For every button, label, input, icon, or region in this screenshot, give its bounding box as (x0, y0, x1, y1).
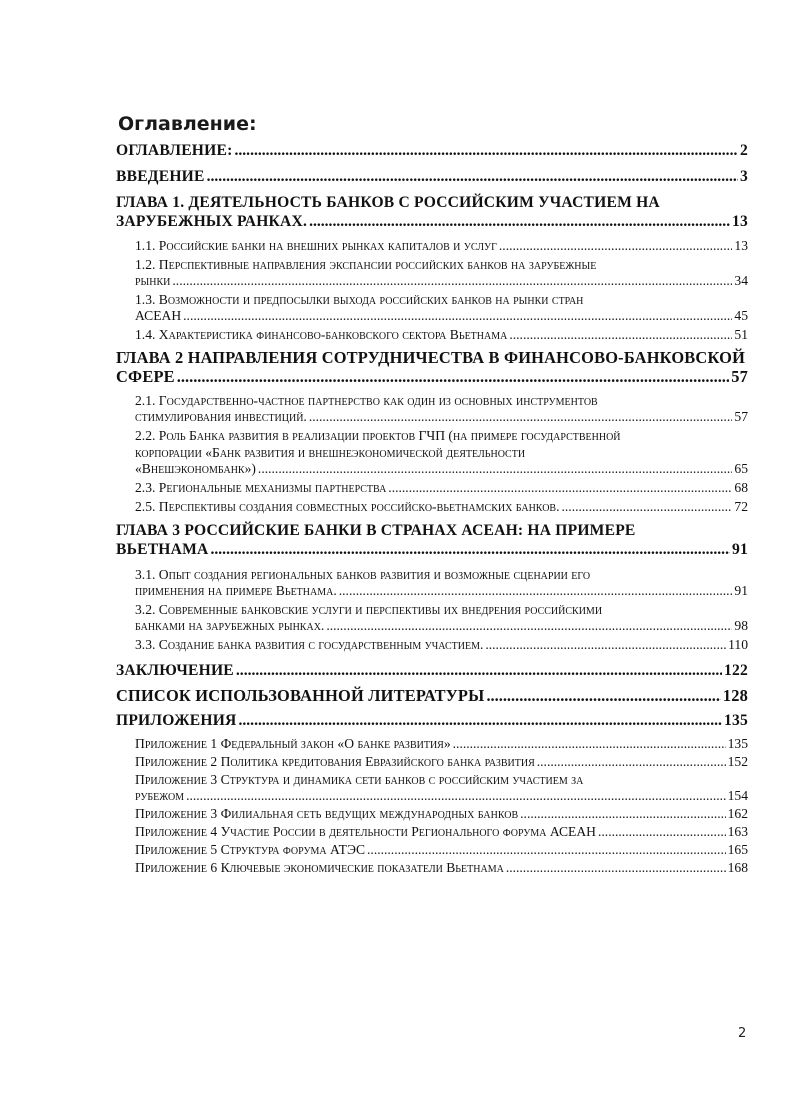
toc-chapter-1[interactable] (116, 193, 748, 231)
toc-entry[interactable] (116, 662, 748, 680)
toc-entry-label: ПРИЛОЖЕНИЯ (116, 712, 237, 729)
toc-entry-label: рубежом (135, 788, 185, 803)
toc-entry-label-line1: ГЛАВА 3 РОССИЙСКИЕ БАНКИ В СТРАНАХ АСЕАН: НА ПРИМЕРЕ (116, 522, 636, 539)
toc-leader-dots (537, 753, 726, 770)
toc-leader-dots (177, 367, 729, 386)
toc-entry[interactable] (116, 712, 748, 730)
toc-entry-label: Приложение 5 Структура форума АТЭС (135, 842, 366, 857)
toc-entry-label: 2.5. Перспективы создания совместных российско-вьетнамских банков. (135, 499, 560, 514)
toc-page-number: 168 (727, 860, 748, 875)
toc-page-number: 3 (740, 168, 748, 185)
toc-page-number: 34 (734, 273, 748, 288)
table-of-contents (116, 142, 748, 876)
toc-page-number: 128 (722, 686, 748, 705)
toc-entry-label: ВЬЕТНАМА (116, 541, 209, 558)
toc-entry (135, 583, 748, 599)
toc-leader-dots (485, 636, 726, 653)
toc-chapter-2[interactable] (116, 348, 748, 386)
toc-entry[interactable] (116, 859, 748, 876)
toc-section[interactable] (116, 601, 748, 634)
toc-leader-dots (234, 142, 738, 160)
toc-page-number: 135 (727, 736, 748, 751)
toc-entry-label: ЗАКЛЮЧЕНИЕ (116, 662, 234, 679)
toc-entry-label: банками на зарубежных рынках. (135, 618, 325, 633)
toc-entry-label: СФЕРЕ (116, 367, 175, 386)
toc-entry-label: СПИСОК ИСПОЛЬЗОВАННОЙ ЛИТЕРАТУРЫ (116, 686, 485, 705)
toc-leader-dots (509, 326, 732, 343)
toc-page-number: 51 (734, 327, 748, 342)
toc-chapter-3[interactable] (116, 521, 748, 559)
toc-leader-dots (238, 712, 722, 730)
toc-section[interactable] (116, 291, 748, 324)
toc-entry (116, 540, 748, 559)
toc-entry[interactable] (116, 636, 748, 653)
toc-page-number: 91 (732, 541, 748, 558)
toc-section[interactable] (116, 566, 748, 599)
toc-leader-dots (499, 237, 733, 254)
toc-leader-dots (506, 859, 726, 876)
toc-entry[interactable] (116, 805, 748, 822)
toc-entry (135, 618, 748, 634)
toc-leader-dots (520, 805, 725, 822)
toc-entry-label: Приложение 3 Филиальная сеть ведущих международных банков (135, 806, 519, 821)
toc-leader-dots (598, 823, 726, 840)
toc-leader-dots (562, 498, 733, 515)
toc-entry (135, 409, 748, 425)
toc-page-number: 57 (734, 409, 748, 424)
toc-entry (135, 273, 748, 289)
toc-leader-dots (258, 461, 732, 477)
toc-leader-dots (388, 479, 732, 496)
toc-leader-dots (186, 788, 726, 804)
toc-section[interactable] (116, 392, 748, 425)
toc-page-number: 165 (727, 842, 748, 857)
toc-entry-label: ОГЛАВЛЕНИЕ: (116, 142, 233, 159)
toc-entry-label-line1: ГЛАВА 1. ДЕЯТЕЛЬНОСТЬ БАНКОВ С РОССИЙСКИМ УЧАСТИЕМ НА (116, 194, 660, 211)
toc-leader-dots (183, 308, 732, 324)
toc-entry-label: «Внешэкономбанк») (135, 461, 256, 476)
toc-page-number: 65 (734, 461, 748, 476)
toc-leader-dots (236, 662, 722, 680)
toc-entry (135, 461, 748, 477)
toc-entry-label-line1: 2.1. Государственно-частное партнерство как один из основных инструментов (135, 393, 598, 408)
toc-page-number: 135 (724, 712, 748, 729)
toc-entry-label-line1: 3.1. Опыт создания региональных банков развития и возможные сценарии его (135, 567, 591, 582)
toc-page-number: 154 (727, 788, 748, 803)
toc-section[interactable] (116, 427, 748, 477)
toc-entry[interactable] (116, 823, 748, 840)
toc-entry[interactable] (116, 841, 748, 858)
toc-entry-label: Приложение 6 Ключевые экономические показатели Вьетнама (135, 860, 504, 875)
toc-leader-dots (210, 540, 730, 559)
toc-section[interactable] (116, 256, 748, 289)
toc-entry[interactable] (116, 753, 748, 770)
toc-page-number: 152 (727, 754, 748, 769)
toc-entry-label-line1: 2.2. Роль Банка развития в реализации проектов ГЧП (на примере государственной (135, 428, 621, 443)
toc-entry (135, 788, 748, 804)
toc-entry[interactable] (116, 686, 748, 706)
toc-entry[interactable] (116, 326, 748, 343)
toc-entry[interactable] (116, 735, 748, 752)
toc-leader-dots (309, 212, 730, 231)
toc-entry-label: ЗАРУБЕЖНЫХ РАНКАХ. (116, 213, 308, 230)
toc-page-number: 2 (740, 142, 748, 159)
toc-entry[interactable] (116, 168, 748, 186)
toc-entry-label: стимулирования инвестиций. (135, 409, 307, 424)
toc-leader-dots (453, 735, 726, 752)
toc-entry-label: Приложение 1 Федеральный закон «О банке развития» (135, 736, 451, 751)
toc-entry[interactable] (116, 498, 748, 515)
toc-page-number: 162 (727, 806, 748, 821)
toc-page-number: 91 (734, 583, 748, 598)
toc-page-number: 45 (734, 308, 748, 323)
toc-page-number: 13 (732, 213, 748, 230)
toc-leader-dots (486, 686, 720, 706)
toc-entry-label: АСЕАН (135, 308, 182, 323)
toc-page-number: 163 (727, 824, 748, 839)
toc-entry-label: Приложение 4 Участие России в деятельности Регионального форума АСЕАН (135, 824, 596, 839)
toc-entry-label: 1.4. Характеристика финансово-банковского сектора Вьетнама (135, 327, 508, 342)
toc-section[interactable] (116, 771, 748, 804)
page-number: 2 (738, 1026, 747, 1041)
toc-entry (116, 212, 748, 231)
toc-entry-label: ВВЕДЕНИЕ (116, 168, 205, 185)
toc-entry (116, 367, 748, 386)
toc-entry-label: Приложение 2 Политика кредитования Евразийского банка развития (135, 754, 535, 769)
toc-page-number: 13 (734, 238, 748, 253)
toc-entry-label: рынки (135, 273, 171, 288)
toc-page-number: 57 (731, 367, 748, 386)
toc-entry-label-line1: 3.2. Современные банковские услуги и перспективы их внедрения российскими (135, 602, 603, 617)
toc-entry[interactable] (116, 237, 748, 254)
toc-leader-dots (207, 168, 738, 186)
toc-entry-label: 2.3. Региональные механизмы партнерства (135, 480, 387, 495)
toc-entry-label: 3.3. Создание банка развития с государственным участием. (135, 637, 484, 652)
toc-leader-dots (172, 273, 732, 289)
toc-leader-dots (326, 618, 732, 634)
toc-entry-label-line1: Приложение 3 Структура и динамика сети банков с российским участием за (135, 772, 584, 787)
toc-page-number: 110 (728, 637, 748, 652)
toc-heading: Оглавление: (118, 113, 257, 135)
toc-leader-dots (367, 841, 726, 858)
toc-page-number: 68 (734, 480, 748, 495)
toc-entry[interactable] (116, 479, 748, 496)
toc-entry-label: 1.1. Российские банки на внешних рынках капиталов и услуг (135, 238, 497, 253)
toc-entry-label: применения на примере Вьетнама. (135, 583, 337, 598)
toc-entry-label-line1: ГЛАВА 2 НАПРАВЛЕНИЯ СОТРУДНИЧЕСТВА В ФИНАНСОВО-БАНКОВСКОЙ (116, 348, 746, 367)
toc-entry (135, 308, 748, 324)
toc-page-number: 98 (734, 618, 748, 633)
toc-entry-label-line1: 1.2. Перспективные направления экспансии российских банков на зарубежные (135, 257, 597, 272)
toc-entry-label-line2: корпорации «Банк развития и внешнеэкономической деятельности (135, 445, 526, 460)
toc-leader-dots (309, 409, 733, 425)
toc-entry[interactable] (116, 142, 748, 160)
toc-page-number: 72 (734, 499, 748, 514)
toc-page-number: 122 (724, 662, 748, 679)
toc-entry-label-line1: 1.3. Возможности и предпосылки выхода российских банков на рынки стран (135, 292, 584, 307)
toc-leader-dots (339, 583, 733, 599)
